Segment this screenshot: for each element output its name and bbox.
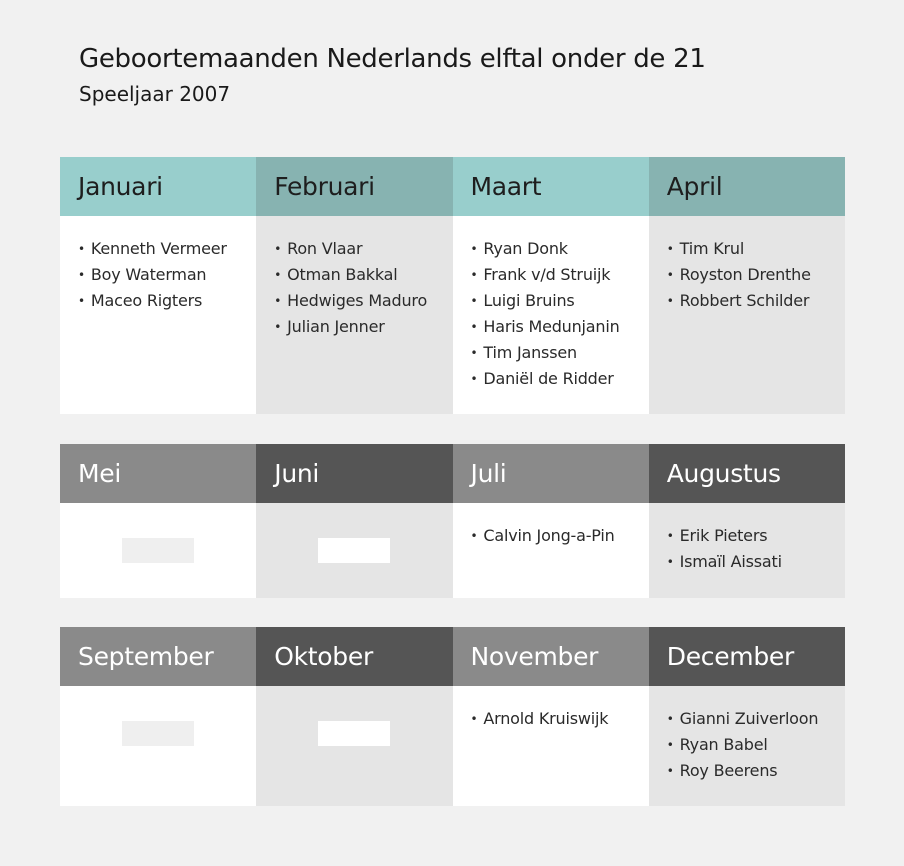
bullet-icon: • [274,294,282,308]
player-list-item [667,549,845,575]
player-list-item [471,706,649,732]
bullet-icon: • [470,372,478,386]
bullet-icon: • [78,294,85,308]
month-block-1 [60,157,845,414]
player-list-item [667,288,845,314]
player-list-item [471,314,649,340]
player-name: Otman Bakkal [287,265,398,284]
player-list [667,236,845,314]
player-list-item [471,236,649,262]
bullet-icon: • [470,320,478,334]
bullet-icon: • [666,764,674,778]
month-body-row [60,686,845,806]
month-cell-oktober [256,686,452,806]
player-list-item [78,288,256,314]
player-name: Boy Waterman [90,265,207,284]
month-cell-februari [256,216,452,414]
player-name: Daniël de Ridder [483,369,614,388]
player-list-item [667,236,845,262]
bullet-icon: • [666,529,674,543]
player-name: Julian Jenner [287,317,385,336]
bullet-icon: • [666,294,674,308]
bullet-icon: • [274,268,282,282]
month-header-row [60,157,845,216]
month-block-3 [60,627,845,806]
player-name: Ron Vlaar [287,239,363,258]
player-list [667,706,845,784]
player-name: Royston Drenthe [679,265,811,284]
player-list-item [667,523,845,549]
player-name: Ryan Donk [483,239,568,258]
empty-placeholder [122,721,194,746]
player-name: Frank v/d Struijk [483,265,611,284]
page-title: Geboortemaanden Nederlands elftal onder de 21 [79,44,706,74]
month-cell-augustus [649,503,845,598]
month-cell-juli [453,503,649,598]
player-list [667,523,845,575]
player-list-item [667,262,845,288]
month-header-row [60,627,845,686]
player-list-item [78,262,256,288]
bullet-icon: • [274,320,282,334]
bullet-icon: • [666,242,674,256]
month-header-april: April [649,157,845,216]
month-body-row [60,503,845,598]
month-header-juni: Juni [256,444,452,503]
player-name: Arnold Kruiswijk [483,709,609,728]
player-name: Haris Medunjanin [483,317,620,336]
bullet-icon: • [78,242,85,256]
player-list [78,236,256,314]
player-name: Kenneth Vermeer [90,239,227,258]
bullet-icon: • [470,529,478,543]
empty-placeholder [122,538,194,563]
month-cell-maart [453,216,649,414]
month-cell-mei [60,503,256,598]
month-header-januari: Januari [60,157,256,216]
player-name: Calvin Jong-a-Pin [483,526,615,545]
player-list-item [471,340,649,366]
player-list [274,236,452,340]
player-list-item [667,706,845,732]
empty-placeholder [318,721,390,746]
player-name: Gianni Zuiverloon [679,709,819,728]
player-list-item [274,262,452,288]
month-header-juli: Juli [453,444,649,503]
player-list-item [471,366,649,392]
bullet-icon: • [470,268,478,282]
month-cell-november [453,686,649,806]
player-name: Ryan Babel [679,735,768,754]
player-name: Roy Beerens [679,761,778,780]
player-list [471,706,649,732]
player-list-item [78,236,256,262]
player-name: Luigi Bruins [483,291,575,310]
bullet-icon: • [78,268,85,282]
month-cell-juni [256,503,452,598]
page-subtitle: Speeljaar 2007 [79,82,231,106]
month-header-maart: Maart [453,157,649,216]
bullet-icon: • [470,712,478,726]
player-list-item [471,288,649,314]
player-name: Ismaïl Aissati [679,552,782,571]
player-name: Erik Pieters [679,526,768,545]
bullet-icon: • [666,712,674,726]
player-list [471,236,649,392]
bullet-icon: • [470,242,478,256]
month-header-december: December [649,627,845,686]
bullet-icon: • [470,294,478,308]
month-block-2 [60,444,845,598]
month-cell-april [649,216,845,414]
month-header-oktober: Oktober [256,627,452,686]
player-name: Maceo Rigters [90,291,203,310]
player-list-item [274,236,452,262]
month-header-september: September [60,627,256,686]
player-name: Tim Krul [679,239,745,258]
player-list [471,523,649,549]
month-header-februari: Februari [256,157,452,216]
empty-placeholder [318,538,390,563]
bullet-icon: • [274,242,282,256]
month-cell-januari [60,216,256,414]
player-list-item [274,314,452,340]
player-name: Robbert Schilder [679,291,810,310]
month-header-november: November [453,627,649,686]
bullet-icon: • [666,268,674,282]
month-cell-september [60,686,256,806]
player-list-item [471,262,649,288]
player-list-item [667,732,845,758]
player-list-item [667,758,845,784]
bullet-icon: • [470,346,478,360]
month-header-row [60,444,845,503]
player-list-item [274,288,452,314]
bullet-icon: • [666,738,674,752]
player-name: Hedwiges Maduro [287,291,428,310]
month-cell-december [649,686,845,806]
player-name: Tim Janssen [483,343,577,362]
month-header-augustus: Augustus [649,444,845,503]
month-body-row [60,216,845,414]
month-header-mei: Mei [60,444,256,503]
bullet-icon: • [666,555,674,569]
player-list-item [471,523,649,549]
